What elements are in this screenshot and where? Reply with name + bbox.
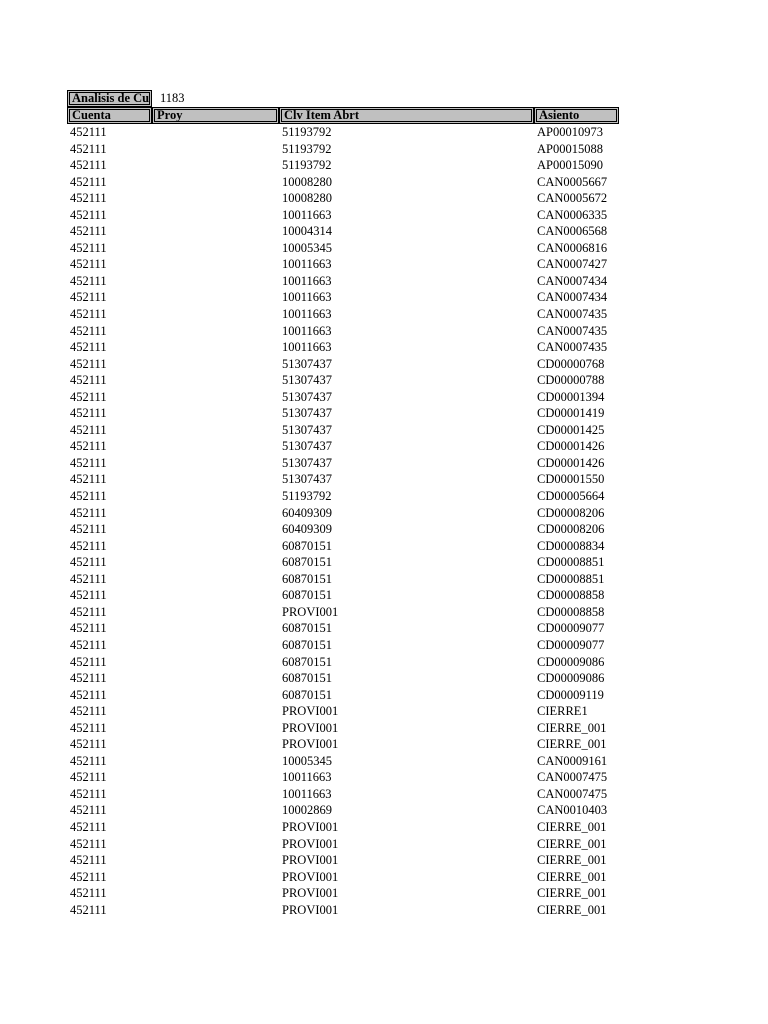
cell-clv-item: 10011663 [282,307,332,322]
cell-asiento: CD00000788 [537,373,605,388]
cell-proy [152,256,279,273]
cell-cuenta: 452111 [70,819,107,834]
table-row [67,240,619,257]
column-header-proy: Proy [152,107,279,124]
cell-proy [152,356,279,373]
cell-proy [152,438,279,455]
cell-clv-item: PROVI001 [282,720,339,735]
cell-clv-item: 10011663 [282,290,332,305]
table-row [67,786,619,803]
cell-cuenta: 452111 [70,505,107,520]
cell-proy [152,786,279,803]
cell-cuenta: 452111 [70,720,107,735]
table-row [67,620,619,637]
cell-proy [152,422,279,439]
cell-cuenta: 452111 [70,786,107,801]
cell-asiento: CD00001426 [537,455,605,470]
cell-clv-item: 60409309 [282,505,332,520]
table-row [67,157,619,174]
cell-clv-item: 51307437 [282,472,332,487]
cell-clv-item: 10011663 [282,340,332,355]
cell-proy [152,488,279,505]
cell-clv-item: 60870151 [282,687,332,702]
table-row [67,339,619,356]
cell-cuenta: 452111 [70,753,107,768]
cell-proy [152,207,279,224]
title-value: 1183 [160,91,185,105]
table-row [67,554,619,571]
cell-clv-item: 60870151 [282,654,332,669]
cell-asiento: CIERRE_001 [537,737,607,752]
cell-cuenta: 452111 [70,671,107,686]
cell-cuenta: 452111 [70,158,107,173]
table-row [67,720,619,737]
title-label: Analisis de Cu [67,90,152,107]
cell-asiento: AP00015090 [537,158,603,173]
table-row [67,571,619,588]
cell-asiento: CAN0009161 [537,753,608,768]
cell-clv-item: 60870151 [282,555,332,570]
cell-proy [152,521,279,538]
table-row [67,753,619,770]
cell-cuenta: 452111 [70,207,107,222]
cell-cuenta: 452111 [70,853,107,868]
cell-proy [152,471,279,488]
cell-cuenta: 452111 [70,389,107,404]
table-row [67,223,619,240]
cell-proy [152,223,279,240]
cell-clv-item: PROVI001 [282,853,339,868]
cell-clv-item: 10002869 [282,803,332,818]
column-header-clv-item: Clv Item Abrt [279,107,534,124]
cell-cuenta: 452111 [70,621,107,636]
cell-proy [152,571,279,588]
cell-asiento: CD00001426 [537,439,605,454]
cell-asiento: CAN0007434 [537,273,608,288]
cell-proy [152,687,279,704]
table-body [67,124,619,918]
cell-cuenta: 452111 [70,588,107,603]
cell-clv-item: 51307437 [282,373,332,388]
cell-cuenta: 452111 [70,886,107,901]
table-row [67,902,619,919]
cell-proy [152,323,279,340]
cell-clv-item: 60870151 [282,621,332,636]
table-row [67,141,619,158]
table-row [67,538,619,555]
cell-clv-item: 10011663 [282,273,332,288]
table-row [67,802,619,819]
cell-cuenta: 452111 [70,290,107,305]
cell-proy [152,654,279,671]
cell-asiento: CAN0007435 [537,307,608,322]
table-row [67,670,619,687]
cell-asiento: CD00008206 [537,505,605,520]
cell-proy [152,190,279,207]
cell-cuenta: 452111 [70,472,107,487]
cell-cuenta: 452111 [70,240,107,255]
table-row [67,438,619,455]
cell-clv-item: 60870151 [282,538,332,553]
table-row [67,471,619,488]
table-row [67,455,619,472]
cell-clv-item: 60870151 [282,588,332,603]
cell-asiento: CAN0006335 [537,207,608,222]
cell-asiento: AP00010973 [537,125,603,139]
table-row [67,505,619,522]
cell-cuenta: 452111 [70,522,107,537]
table-row [67,852,619,869]
cell-asiento: CD00008206 [537,522,605,537]
cell-asiento: CD00009077 [537,621,605,636]
cell-proy [152,405,279,422]
table-row [67,604,619,621]
cell-cuenta: 452111 [70,273,107,288]
cell-asiento: CD00009119 [537,687,604,702]
cell-cuenta: 452111 [70,191,107,206]
cell-cuenta: 452111 [70,555,107,570]
cell-proy [152,852,279,869]
cell-clv-item: 10005345 [282,240,332,255]
cell-asiento: CAN0010403 [537,803,608,818]
table-row [67,405,619,422]
table-row [67,372,619,389]
table-row [67,885,619,902]
cell-cuenta: 452111 [70,869,107,884]
cell-asiento: CAN0005667 [537,174,608,189]
title-row [67,90,619,107]
cell-asiento: CAN0006568 [537,224,608,239]
cell-proy [152,389,279,406]
cell-clv-item: 51307437 [282,389,332,404]
table-row [67,836,619,853]
table-row [67,190,619,207]
cell-cuenta: 452111 [70,356,107,371]
table-row [67,488,619,505]
cell-clv-item: 51193792 [282,489,332,504]
cell-cuenta: 452111 [70,455,107,470]
cell-cuenta: 452111 [70,307,107,322]
cell-asiento: CD00009077 [537,637,605,652]
cell-proy [152,720,279,737]
cell-proy [152,670,279,687]
table-row [67,323,619,340]
cell-proy [152,339,279,356]
cell-clv-item: 51307437 [282,406,332,421]
cell-cuenta: 452111 [70,174,107,189]
cell-cuenta: 452111 [70,141,107,156]
cell-asiento: CAN0007475 [537,770,608,785]
table-row [67,389,619,406]
cell-cuenta: 452111 [70,439,107,454]
cell-cuenta: 452111 [70,373,107,388]
cell-proy [152,869,279,886]
cell-proy [152,306,279,323]
cell-proy [152,885,279,902]
cell-asiento: CIERRE_001 [537,836,607,851]
cell-cuenta: 452111 [70,902,107,917]
cell-proy [152,836,279,853]
cell-clv-item: PROVI001 [282,902,339,917]
cell-asiento: CD00001550 [537,472,605,487]
cell-clv-item: 60870151 [282,637,332,652]
column-header-row [67,107,619,124]
cell-clv-item: PROVI001 [282,819,339,834]
cell-asiento: CD00005664 [537,489,605,504]
table-row [67,124,619,141]
cell-asiento: CAN0007435 [537,323,608,338]
cell-asiento: CD00009086 [537,671,605,686]
cell-clv-item: PROVI001 [282,886,339,901]
cell-clv-item: 60870151 [282,671,332,686]
table-row [67,306,619,323]
cell-asiento: CAN0007427 [537,257,608,272]
cell-cuenta: 452111 [70,637,107,652]
table-row [67,703,619,720]
cell-proy [152,455,279,472]
cell-clv-item: 51307437 [282,455,332,470]
cell-asiento: CD00008858 [537,604,605,619]
cell-clv-item: 10008280 [282,191,332,206]
cell-asiento: CD00008858 [537,588,605,603]
cell-clv-item: 10011663 [282,786,332,801]
cell-cuenta: 452111 [70,803,107,818]
cell-proy [152,902,279,919]
table-row [67,637,619,654]
cell-proy [152,604,279,621]
cell-asiento: CD00001425 [537,422,605,437]
table-row [67,289,619,306]
cell-asiento: CIERRE_001 [537,819,607,834]
table-row [67,687,619,704]
cell-clv-item: PROVI001 [282,604,339,619]
cell-clv-item: 10011663 [282,770,332,785]
cell-clv-item: 10011663 [282,257,332,272]
cell-asiento: CIERRE_001 [537,869,607,884]
cell-clv-item: 51307437 [282,422,332,437]
cell-asiento: CIERRE1 [537,704,588,719]
cell-cuenta: 452111 [70,340,107,355]
cell-asiento: CD00001394 [537,389,605,404]
cell-clv-item: 51307437 [282,356,332,371]
cell-cuenta: 452111 [70,604,107,619]
cell-proy [152,753,279,770]
column-header-asiento: Asiento [534,107,619,124]
cell-cuenta: 452111 [70,422,107,437]
cell-clv-item: PROVI001 [282,869,339,884]
cell-asiento: CIERRE_001 [537,886,607,901]
cell-cuenta: 452111 [70,406,107,421]
cell-cuenta: 452111 [70,125,107,139]
cell-clv-item: 51193792 [282,125,332,139]
table-row [67,819,619,836]
cell-asiento: CD00008851 [537,571,605,586]
cell-clv-item: PROVI001 [282,836,339,851]
cell-asiento: CIERRE_001 [537,720,607,735]
table-row [67,736,619,753]
cell-asiento: CAN0005672 [537,191,608,206]
cell-clv-item: 10011663 [282,323,332,338]
cell-asiento: CD00008851 [537,555,605,570]
table-row [67,273,619,290]
cell-proy [152,372,279,389]
cell-cuenta: 452111 [70,571,107,586]
cell-asiento: CAN0006816 [537,240,608,255]
cell-proy [152,736,279,753]
cell-asiento: CIERRE_001 [537,902,607,917]
cell-clv-item: 60870151 [282,571,332,586]
cell-proy [152,819,279,836]
cell-asiento: AP00015088 [537,141,603,156]
cell-proy [152,505,279,522]
cell-proy [152,289,279,306]
table-row [67,356,619,373]
column-header-cuenta: Cuenta [67,107,152,124]
cell-clv-item: PROVI001 [282,737,339,752]
cell-cuenta: 452111 [70,704,107,719]
cell-proy [152,802,279,819]
cell-clv-item: 51193792 [282,158,332,173]
cell-proy [152,703,279,720]
cell-asiento: CAN0007435 [537,340,608,355]
cell-clv-item: 60409309 [282,522,332,537]
table-row [67,654,619,671]
cell-clv-item: PROVI001 [282,704,339,719]
cell-clv-item: 51193792 [282,141,332,156]
cell-asiento: CAN0007475 [537,786,608,801]
cell-asiento: CIERRE_001 [537,853,607,868]
table-row [67,207,619,224]
cell-proy [152,141,279,158]
cell-proy [152,240,279,257]
cell-cuenta: 452111 [70,654,107,669]
cell-proy [152,769,279,786]
cell-cuenta: 452111 [70,489,107,504]
table-row [67,521,619,538]
cell-cuenta: 452111 [70,257,107,272]
cell-proy [152,620,279,637]
table-row [67,256,619,273]
cell-proy [152,538,279,555]
table-row [67,422,619,439]
cell-clv-item: 10005345 [282,753,332,768]
cell-clv-item: 10011663 [282,207,332,222]
cell-cuenta: 452111 [70,323,107,338]
account-analysis-sheet [67,90,619,918]
cell-clv-item: 10004314 [282,224,332,239]
cell-asiento: CD00000768 [537,356,605,371]
cell-asiento: CD00001419 [537,406,605,421]
table-row [67,769,619,786]
cell-cuenta: 452111 [70,538,107,553]
cell-cuenta: 452111 [70,836,107,851]
cell-clv-item: 51307437 [282,439,332,454]
cell-proy [152,587,279,604]
cell-asiento: CD00008834 [537,538,605,553]
cell-cuenta: 452111 [70,224,107,239]
cell-cuenta: 452111 [70,737,107,752]
table-row [67,174,619,191]
cell-proy [152,554,279,571]
cell-proy [152,637,279,654]
cell-proy [152,157,279,174]
cell-proy [152,124,279,141]
table-row [67,869,619,886]
cell-asiento: CAN0007434 [537,290,608,305]
cell-proy [152,273,279,290]
cell-asiento: CD00009086 [537,654,605,669]
table-row [67,587,619,604]
cell-cuenta: 452111 [70,770,107,785]
cell-clv-item: 10008280 [282,174,332,189]
cell-cuenta: 452111 [70,687,107,702]
cell-proy [152,174,279,191]
